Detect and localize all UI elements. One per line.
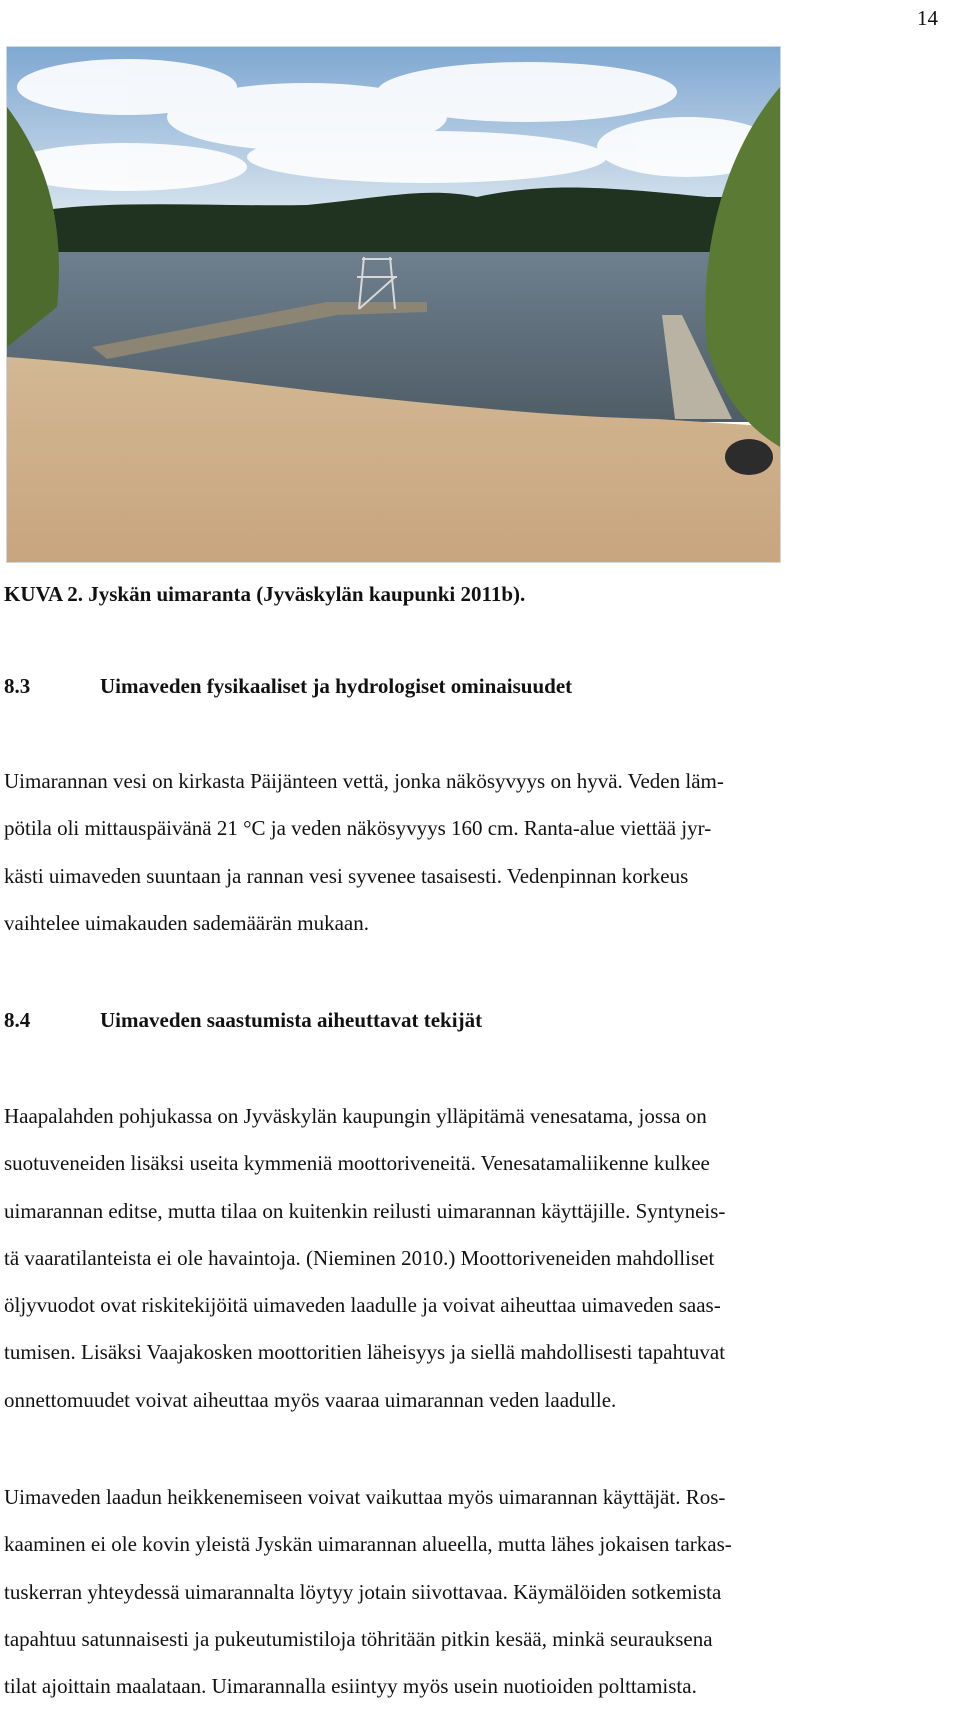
text-line: vaihtelee uimakauden sademäärän mukaan.	[4, 910, 369, 935]
text-line: Haapalahden pohjukassa on Jyväskylän kaupungin ylläpitämä venesatama, jossa on	[4, 1104, 707, 1128]
text-line: tilat ajoittain maalataan. Uimarannalla esiintyy myös usein nuotioiden polttamista.	[4, 1674, 697, 1699]
beach-photo	[6, 46, 781, 563]
text-line: tumisen. Lisäksi Vaajakosken moottoritien läheisyys ja siellä mahdollisesti tapahtuvat	[4, 1340, 726, 1365]
paragraph-8-4-second	[4, 1474, 954, 1710]
figure-caption: KUVA 2. Jyskän uimaranta (Jyväskylän kaupunki 2011b).	[4, 582, 526, 606]
text-line: Uimarannan vesi on kirkasta Päijänteen vettä, jonka näkösyvyys on hyvä. Veden läm-	[4, 769, 724, 793]
text-line: tapahtuu satunnaisesti ja pukeutumistiloja töhritään pitkin kesää, minkä seurauksena	[4, 1626, 713, 1651]
section-title: Uimaveden fysikaaliset ja hydrologiset ominaisuudet	[100, 674, 573, 698]
text-line: Uimaveden laadun heikkenemiseen voivat vaikuttaa myös uimarannan käyttäjät. Ros-	[4, 1485, 726, 1509]
paragraph-8-4-first	[4, 1093, 954, 1424]
section-number: 8.3	[4, 674, 31, 698]
text-line: tä vaaratilanteista ei ole havaintoja. (Nieminen 2010.) Moottoriveneiden mahdolliset	[4, 1245, 715, 1270]
section-heading-8-3	[4, 674, 572, 699]
section-title: Uimaveden saastumista aiheuttavat tekijät	[100, 1008, 483, 1032]
text-line: öljyvuodot ovat riskitekijöitä uimaveden laadulle ja voivat aiheuttaa uimaveden saas-	[4, 1293, 721, 1318]
text-line: suotuveneiden lisäksi useita kymmeniä moottoriveneitä. Venesatamaliikenne kulkee	[4, 1151, 710, 1176]
text-line: uimarannan editse, mutta tilaa on kuitenkin reilusti uimarannan käyttäjille. Syntyneis-	[4, 1198, 726, 1223]
page-number: 14	[917, 6, 938, 30]
text-line: pötila oli mittauspäivänä 21 °C ja veden näkösyvyys 160 cm. Ranta-alue viettää jyr-	[4, 816, 712, 841]
text-line: onnettomuudet voivat aiheuttaa myös vaaraa uimarannan veden laadulle.	[4, 1387, 617, 1412]
text-line: tuskerran yhteydessä uimarannalta löytyy jotain siivottavaa. Käymälöiden sotkemista	[4, 1579, 722, 1604]
section-number: 8.4	[4, 1008, 31, 1032]
paragraph-8-3	[4, 758, 954, 947]
text-line: kästi uimaveden suuntaan ja rannan vesi syvenee tasaisesti. Vedenpinnan korkeus	[4, 863, 689, 888]
section-heading-8-4	[4, 1008, 482, 1033]
text-line: kaaminen ei ole kovin yleistä Jyskän uimarannan alueella, mutta lähes jokaisen tarkas-	[4, 1532, 732, 1557]
bag	[725, 439, 773, 475]
